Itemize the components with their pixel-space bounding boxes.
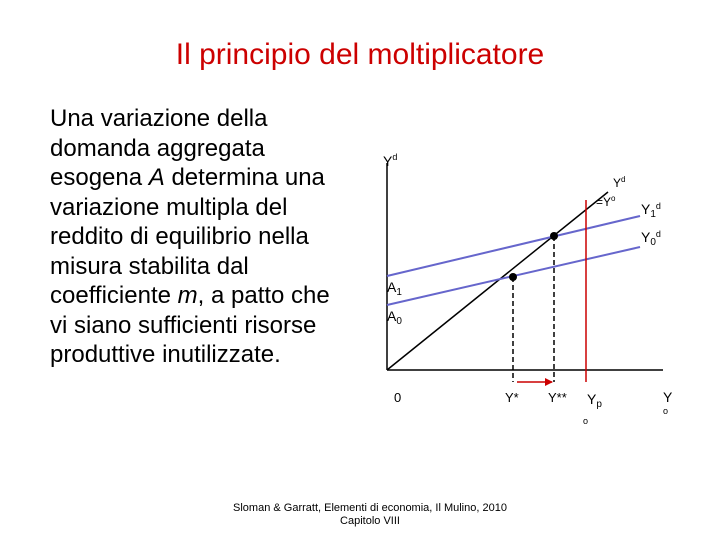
- line-45-label-top: $Y^d$: [613, 175, 626, 190]
- footer-citation: [160, 502, 580, 528]
- line-45-label-bottom: $=Y^o$: [596, 194, 616, 209]
- equilibrium-point-new: [550, 232, 558, 240]
- y1d-label: $Y_1^d$: [641, 201, 661, 220]
- a1-label: $A_1$: [387, 279, 402, 298]
- body-text-part-1: Una variazione della domanda aggregata esogena: [50, 105, 268, 191]
- variable-a: A: [148, 164, 165, 191]
- ystarstar-label: Y**: [548, 390, 567, 405]
- variable-m: m: [177, 282, 198, 309]
- origin-label: 0: [394, 390, 402, 405]
- ystar-label: Y*: [505, 390, 519, 405]
- a0-label: $A_0$: [387, 308, 402, 327]
- yp-label-below: o: [583, 416, 589, 426]
- body-text-part-3: , a patto che vi siano sufficienti risorse produttive inutilizzate.: [50, 282, 330, 368]
- demand-line-y1d: [387, 216, 640, 276]
- footer-line-1: Sloman & Garratt, Elementi di economia, Il Mulino, 2010: [233, 502, 507, 514]
- footer-line-2: Capitolo VIII: [340, 515, 400, 527]
- body-text-part-2: determina una variazione multipla del reddito di equilibrio nella misura stabilita dal coefficiente: [50, 164, 325, 309]
- y-axis-label: $Y^d$: [383, 152, 398, 169]
- line-45-degrees: [387, 192, 608, 370]
- y0d-label: $Y_0^d$: [641, 229, 661, 248]
- yp-label: $Y_p$: [587, 391, 602, 410]
- equilibrium-point-initial: [509, 273, 517, 281]
- x-axis-label: Y: [663, 389, 673, 405]
- slide-title: Il principio del moltiplicatore: [175, 38, 545, 71]
- x-axis-label-below: o: [663, 406, 669, 416]
